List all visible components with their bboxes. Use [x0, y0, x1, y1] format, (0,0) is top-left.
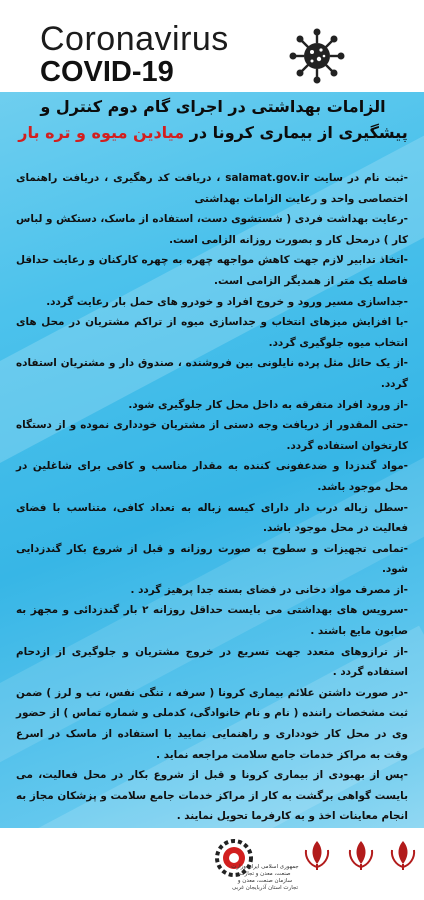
guideline-item: -از ورود افراد متفرقه به داخل محل کار جلوگیری شود.	[128, 398, 408, 411]
university-emblem-icon	[346, 838, 376, 894]
guideline-item: -ثبت نام در سایت salamat.gov.ir ، دریافت کد رهگیری ، دریافت راهنمای اختصاصی واحد و رعایت الزامات بهداشتی	[16, 172, 408, 205]
guideline-item: -از مصرف مواد دخانی در فضای بسته جدا پرهیز گردد .	[130, 583, 408, 596]
guideline-item: -مواد گندزدا و ضدعفونی کننده به مقدار مناسب و کافی برای شاغلین در محل موجود باشد.	[16, 460, 408, 493]
guideline-item: -اتخاذ تدابیر لازم جهت کاهش مواجهه چهره به چهره کارکنان و رعایت حداقل فاصله یک متر از همدیگر الزامی است.	[16, 254, 408, 287]
headline-line-2-start: پیشگیری از بیماری کرونا در	[184, 123, 408, 142]
guideline-item: -جداسازی مسیر ورود و خروج افراد و خودرو های حمل بار رعایت گردد.	[46, 295, 408, 308]
guideline-item: -با افزایش میزهای انتخاب و جداسازی میوه از تراکم مشتریان در محل های انتخاب میوه جلوگیری گردد.	[16, 316, 408, 349]
guideline-item: -از یک حائل مثل پرده نایلونی بین فروشنده ، صندوق دار و مشتریان استفاده گردد.	[16, 357, 408, 390]
virus-icon	[289, 28, 345, 84]
guideline-item: -پس از بهبودی از بیماری کرونا و قبل از شروع بکار در محل فعالیت، می بایست گواهی برگشت به کار از مراکز خدمات جامع سلامت و پزشکان مجاز به انجام معاینات اخذ و به کارفرما تحویل نمایند .	[16, 769, 408, 823]
ministry-emblem-icon	[302, 838, 332, 894]
headline	[10, 94, 416, 146]
title-covid: COVID-19	[40, 56, 174, 88]
headline-highlight: میادین میوه و تره بار	[18, 123, 185, 142]
guideline-item: -از ترازوهای متعدد جهت تسریع در خروج مشتریان و جلوگیری از ازدحام استفاده گردد .	[16, 645, 408, 679]
guidelines-list	[16, 168, 408, 868]
emblem-icon	[388, 838, 418, 894]
guideline-item: -سطل زباله درب دار دارای کیسه زباله به تعداد کافی، متناسب با فضای فعالیت در محل موجود باشد.	[16, 501, 408, 535]
headline-line-2	[10, 120, 416, 146]
guideline-item: -تمامی تجهیزات و سطوح به صورت روزانه و قبل از شروع بکار گندزدایی شود.	[16, 542, 408, 576]
guideline-item: -حتی المقدور از دریافت وجه دستی از مشتریان خودداری نموده و از دستگاه کارتخوان استفاده گردد.	[16, 419, 408, 452]
headline-line-1: الزامات بهداشتی در اجرای گام دوم کنترل و	[40, 97, 386, 116]
ministry-caption: جمهوری اسلامی ایران وزارت صنعت، معدن و تجارت سازمان صنعت، معدن و تجارت استان آذربایجان غربی	[231, 864, 299, 891]
guideline-item: -در صورت داشتن علائم بیماری کرونا ( سرفه ، تنگی نفس، تب و لرز ) ضمن ثبت مشخصات راننده ( نام و نام خانوادگی، کدملی و شماره تماس ) از حضور وی در محل کار خودداری و راهنمایی نمایید با استفاده از ماسک در اسرع وقت به مراکز خدمات جامع سلامت مراجعه نماید .	[16, 686, 408, 761]
title-coronavirus: Coronavirus	[40, 20, 229, 58]
guideline-item: -سرویس های بهداشتی می بایست حداقل روزانه ۲ بار گندزدائی و مجهز به صابون مایع باشند .	[16, 604, 408, 638]
footer-logos	[0, 828, 424, 900]
header	[0, 0, 424, 92]
guideline-item: -رعایت بهداشت فردی ( شستشوی دست، استفاده از ماسک، دستکش و لباس کار ) درمحل کار و بصورت روزانه الزامی است.	[16, 213, 408, 246]
